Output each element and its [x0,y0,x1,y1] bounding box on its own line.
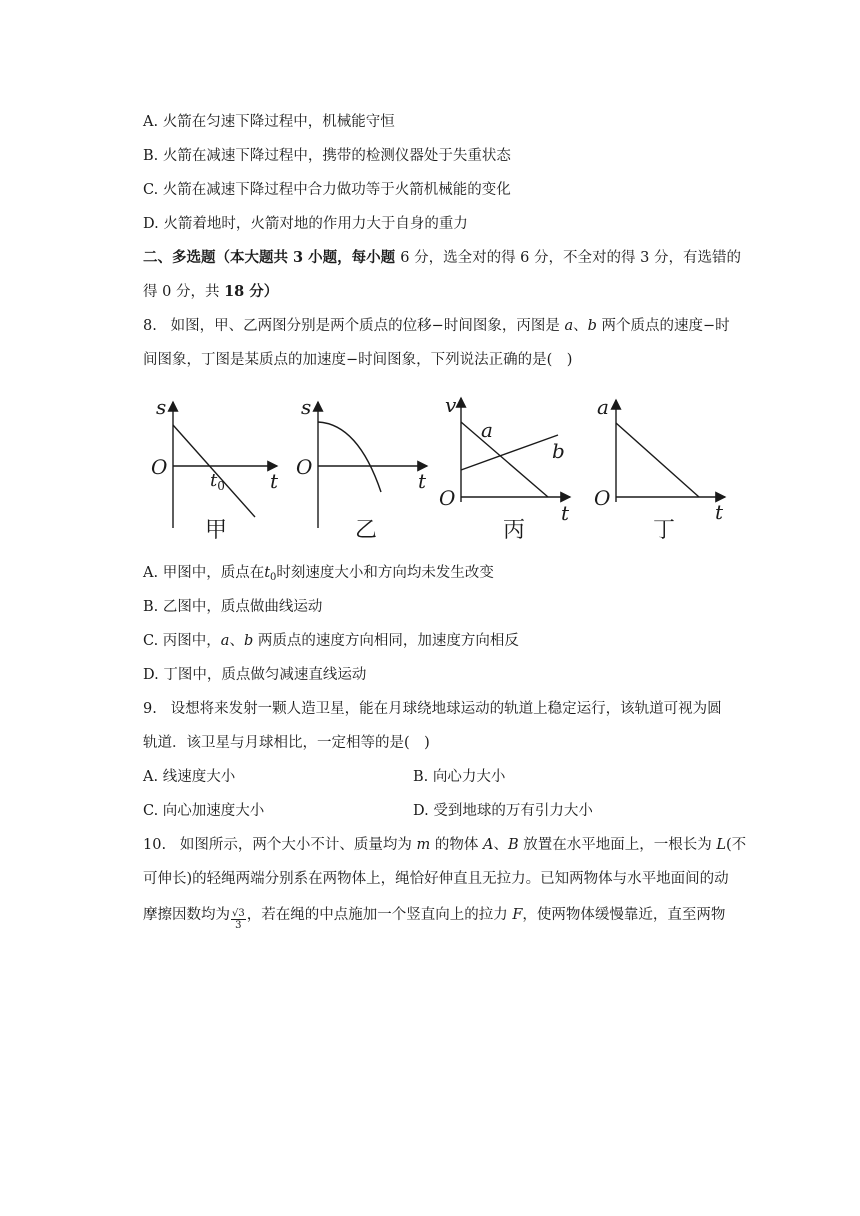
q9-stem-line2: 轨道．该卫星与月球相比，一定相等的是( ) [143,735,430,751]
q8-optC-pre: C. 丙图中， [143,633,221,649]
q10-text3b: ，若在绳的中点施加一个竖直向上的拉力 [246,907,513,923]
graph-yi [296,395,427,543]
q8-optA-sub: 0 [270,572,277,583]
q8-option-b: B. 乙图中，质点做曲线运动 [143,599,323,615]
bing-caption: 丙 [503,518,526,543]
bing-origin: O [439,486,456,510]
q10-text1d: (不 [725,837,747,853]
q8-graphs-svg [143,392,743,552]
q8-graphs [143,392,743,552]
section2-title-rest: 6 分，选全对的得 6 分，不全对的得 3 分，有选错的 [400,250,741,266]
jia-x-label: t [270,469,279,493]
section2-title-bold: 二、多选题（本大题共 3 小题，每小题 [143,249,401,266]
ding-x-label: t [715,500,724,524]
jia-origin: O [151,455,168,479]
q10-L: L [716,837,726,853]
q10-m: m [416,837,431,853]
q9-option-a: A. 线速度大小 [143,769,236,785]
q10-F: F [512,907,523,923]
q8-option-d: D. 丁图中，质点做匀减速直线运动 [143,667,367,683]
bing-line-b [461,435,558,470]
section2-header-line2 [143,282,278,302]
q8-option-a [143,563,494,588]
q8-number: 8. [143,318,157,334]
ding-caption: 丁 [653,518,676,543]
graph-jia [151,395,279,543]
jia-y-label: s [156,395,167,419]
q8-optA-t: t [264,565,271,581]
q10-number: 10. [143,837,167,853]
jia-t0-label [210,470,225,493]
q8-optC-post: 两质点的速度方向相同，加速度方向相反 [253,633,519,649]
yi-caption: 乙 [355,518,378,543]
ding-line [616,423,699,497]
q8-var-b: b [587,318,597,334]
bing-y-label: v [445,393,457,417]
q10-text1c: 放置在水平地面上，一根长为 [518,837,717,853]
q8-optC-a: a [220,633,230,649]
q9-option-c: C. 向心加速度大小 [143,803,265,819]
q7-option-a: A. 火箭在匀速下降过程中，机械能守恒 [143,114,395,130]
q8-text1: 如图，甲、乙两图分别是两个质点的位移−时间图象，丙图是 [170,318,565,334]
q8-sep: 、 [573,318,588,334]
q9-option-b: B. 向心力大小 [413,769,506,785]
mu-fraction [231,908,246,931]
jia-t0: t [210,470,218,491]
q10-sep: 、 [493,837,508,853]
q8-option-c [143,631,519,651]
bing-line-a [461,422,548,497]
q10-stem-line3 [143,905,725,931]
q10-B: B [507,837,519,853]
ding-y-label: a [597,395,609,419]
yi-origin: O [296,455,313,479]
q9-option-d: D. 受到地球的万有引力大小 [413,803,593,819]
yi-x-label: t [418,469,427,493]
q10-A: A [482,837,494,853]
q8-stem-line1 [143,316,730,336]
yi-y-label: s [301,395,312,419]
mu-numerator: √3 [232,908,245,919]
yi-curve [318,422,381,492]
q8-text1-end: 两个质点的速度−时 [596,318,730,334]
ding-origin: O [594,486,611,510]
bing-x-label: t [561,501,570,525]
q10-stem-line1 [143,835,746,855]
bing-b-label: b [552,439,565,463]
jia-caption: 甲 [205,518,228,543]
q9-number: 9. [143,701,157,717]
bing-a-label: a [481,418,493,442]
q8-optC-mid: 、 [229,633,244,649]
q7-option-d: D. 火箭着地时，火箭对地的作用力大于自身的重力 [143,216,468,232]
graph-bing [439,393,570,543]
q8-optA-pre: A. 甲图中，质点在 [143,565,265,581]
mu-denominator: 3 [235,920,242,931]
q7-option-c: C. 火箭在减速下降过程中合力做功等于火箭机械能的变化 [143,182,511,198]
section2-title-line2b: 18 分） [224,283,279,300]
q8-var-a: a [564,318,574,334]
q10-text3a: 摩擦因数均为 [143,907,230,923]
section2-header-line1 [143,248,741,268]
q10-stem-line2: 可伸长)的轻绳两端分别系在两物体上，绳恰好伸直且无拉力。已知两物体与水平地面间的动 [143,871,729,887]
q10-text1b: 的物体 [430,837,483,853]
q10-text1a: 如图所示，两个大小不计、质量均为 [179,837,417,853]
q10-text3c: ，使两物体缓慢靠近，直至两物 [522,907,726,923]
q7-option-b: B. 火箭在减速下降过程中，携带的检测仪器处于失重状态 [143,148,511,164]
q8-stem-line2: 间图象，丁图是某质点的加速度−时间图象，下列说法正确的是( ) [143,352,573,368]
q9-stem-line1 [143,699,722,719]
jia-t0-sub: 0 [217,479,225,493]
q9-text1: 设想将来发射一颗人造卫星，能在月球绕地球运动的轨道上稳定运行，该轨道可视为圆 [170,701,722,717]
section2-title-line2a: 得 0 分，共 [143,284,225,300]
graph-ding [594,395,725,543]
q8-optA-post: 时刻速度大小和方向均未发生改变 [276,565,494,581]
q8-optC-b: b [243,633,254,649]
